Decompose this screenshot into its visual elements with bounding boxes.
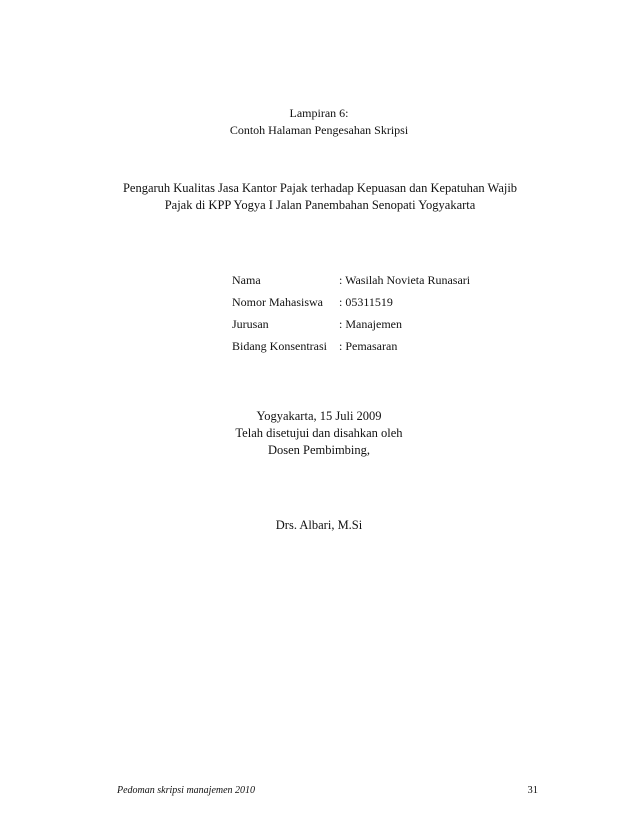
info-label: Nama xyxy=(232,272,261,287)
info-row-department xyxy=(232,313,470,335)
info-value: : 05311519 xyxy=(339,294,393,309)
info-row-student-number xyxy=(232,291,470,313)
place-date: Yogyakarta, 15 Juli 2009 xyxy=(256,409,382,423)
info-row-name xyxy=(232,269,470,291)
info-value: : Wasilah Novieta Runasari xyxy=(339,272,471,287)
info-label: Jurusan xyxy=(232,316,269,331)
info-label: Nomor Mahasiswa xyxy=(232,294,323,309)
info-row-concentration xyxy=(232,335,470,357)
appendix-label: Lampiran 6: xyxy=(289,106,349,120)
approval-block xyxy=(0,408,638,459)
appendix-caption: Contoh Halaman Pengesahan Skripsi xyxy=(229,123,409,137)
approval-statement: Telah disetujui dan disahkan oleh xyxy=(235,426,403,440)
student-info-table xyxy=(232,269,470,357)
thesis-title-line-1: Pengaruh Kualitas Jasa Kantor Pajak terhadap Kepuasan dan Kepatuhan Wajib xyxy=(122,181,518,195)
info-value: : Manajemen xyxy=(339,316,402,331)
supervisor-role: Dosen Pembimbing, xyxy=(267,443,371,457)
supervisor-name: Drs. Albari, M.Si xyxy=(275,518,363,532)
info-label: Bidang Konsentrasi xyxy=(232,338,327,353)
page-number: 31 xyxy=(527,785,538,796)
thesis-title xyxy=(100,180,540,214)
footer-title: Pedoman skripsi manajemen 2010 xyxy=(117,785,256,796)
info-value: : Pemasaran xyxy=(339,338,398,353)
thesis-title-line-2: Pajak di KPP Yogya I Jalan Panembahan Senopati Yogyakarta xyxy=(164,198,476,212)
